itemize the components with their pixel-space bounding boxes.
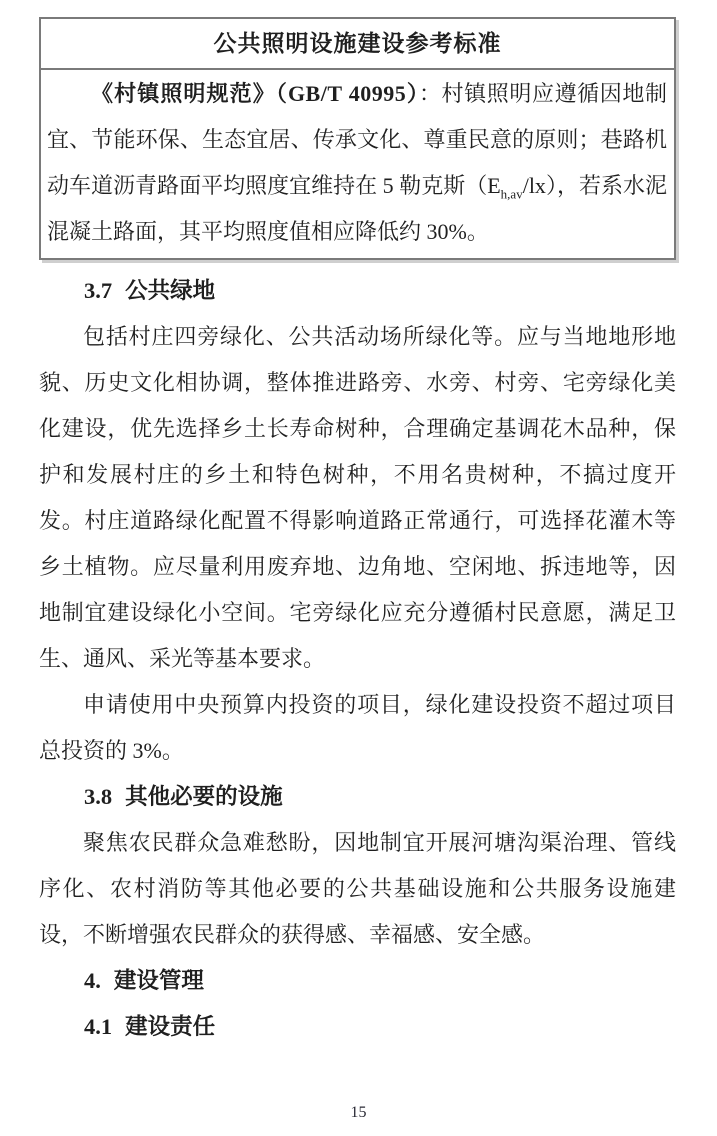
section-title: 其他必要的设施 xyxy=(125,784,283,809)
section-title: 建设责任 xyxy=(125,1014,216,1039)
illuminance-subscript: h,av xyxy=(500,186,523,202)
standard-note-text-end: /lx），若系水泥混凝土路面，其平均照度值相应降低约 30%。 xyxy=(47,173,667,244)
section-number: 3.7 xyxy=(84,278,113,303)
standards-table-title: 公共照明设施建设参考标准 xyxy=(41,19,674,70)
section-heading-4-1 xyxy=(39,1004,676,1050)
section-number: 3.8 xyxy=(84,784,113,809)
section-heading-4 xyxy=(39,958,676,1004)
standards-table xyxy=(39,17,676,260)
paragraph-greening-2: 申请使用中央预算内投资的项目，绿化建设投资不超过项目总投资的 3%。 xyxy=(39,692,676,763)
section-heading-3-7 xyxy=(39,268,676,314)
page-number: 15 xyxy=(350,1104,367,1121)
standard-reference-name: 《村镇照明规范》（GB/T 40995） xyxy=(91,81,419,106)
section-number: 4.1 xyxy=(84,1014,113,1039)
body-sections xyxy=(39,268,676,1050)
standard-note-text: ：村镇照明应遵循因地制宜、节能环保、生态宜居、传承文化、尊重民意的原则；巷路机动车道沥青路面平均照度宜维持在 5 勒克斯（E xyxy=(47,81,667,198)
section-heading-3-8 xyxy=(39,774,676,820)
section-number: 4. xyxy=(84,968,101,993)
page-content xyxy=(39,17,676,1050)
section-title: 建设管理 xyxy=(113,968,204,993)
section-title: 公共绿地 xyxy=(125,278,216,303)
paragraph-greening-1: 包括村庄四旁绿化、公共活动场所绿化等。应与当地地形地貌、历史文化相协调，整体推进路旁、水旁、村旁、宅旁绿化美化建设，优先选择乡土长寿命树种，合理确定基调花木品种，保护和发展村庄的乡土和特色树种，不用名贵树种，不搞过度开发。村庄道路绿化配置不得影响道路正常通行，可选择花灌木等乡土植物。应尽量利用废弃地、边角地、空闲地、拆违地等，因地制宜建设绿化小空间。宅旁绿化应充分遵循村民意愿，满足卫生、通风、采光等基本要求。 xyxy=(39,324,676,671)
standards-table-body xyxy=(41,70,674,258)
paragraph-other-facilities: 聚焦农民群众急难愁盼，因地制宜开展河塘沟渠治理、管线序化、农村消防等其他必要的公共基础设施和公共服务设施建设，不断增强农民群众的获得感、幸福感、安全感。 xyxy=(39,830,676,947)
